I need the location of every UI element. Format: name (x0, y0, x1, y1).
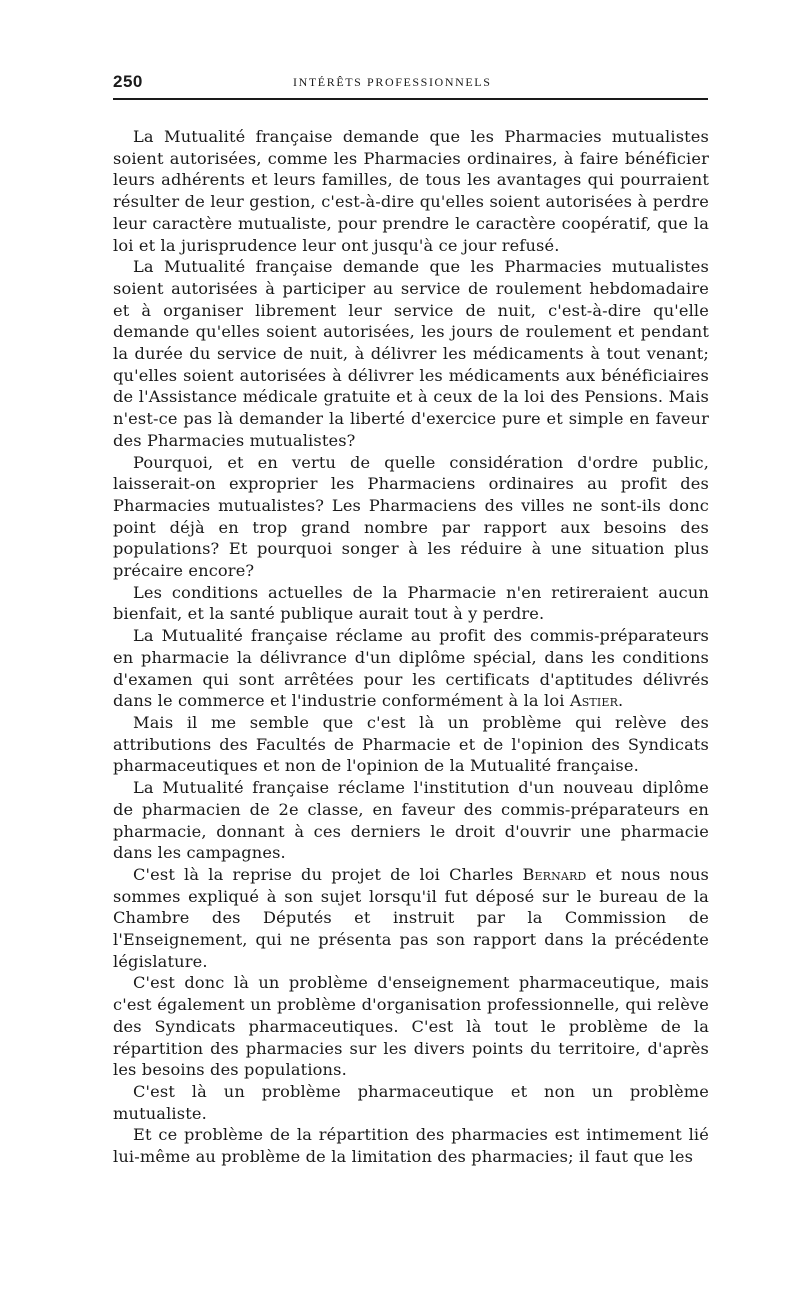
author-name-astier: Astier (569, 691, 619, 711)
running-title: INTÉRÊTS PROFESSIONNELS (293, 75, 492, 89)
paragraph-5 (113, 625, 709, 712)
paragraph-3: Pourquoi, et en vertu de quelle considération d'ordre public, laisserait-on exproprier les Pharmaciens ordinaires au profit des Pharmacies mutualistes? Les Pharmaciens des villes ne sont-ils donc point déjà en trop grand nombre par rapport aux besoins des populations? Et pourquoi songer à les réduire à une situation plus précaire encore? (113, 452, 709, 581)
paragraph-2: La Mutualité française demande que les Pharmacies mutualistes soient autorisées à participer au service de roulement hebdomadaire et à organiser librement leur service de nuit, c'est-à-dire qu'elle demande qu'elles soient autorisées, les jours de roulement et pendant la durée du service de nuit, à délivrer les médicaments à tout venant; qu'elles soient autorisées à délivrer les médicaments aux bénéficiaires de l'Assistance médicale gratuite et à ceux de la loi des Pensions. Mais n'est-ce pas là demander la liberté d'exercice pure et simple en faveur des Pharmacies mutualistes? (113, 257, 709, 450)
paragraph-6: Mais il me semble que c'est là un problème qui relève des attributions des Facultés de Pharmacie et de l'opinion des Syndicats pharmaceutiques et non de l'opinion de la Mutualité française. (113, 712, 709, 776)
body-text (113, 126, 709, 1168)
paragraph-5-end: . (618, 691, 624, 711)
header-rule (113, 98, 708, 100)
paragraph-9: C'est donc là un problème d'enseignement pharmaceutique, mais c'est également un problème d'organisation professionnelle, qui relève des Syndicats pharmaceutiques. C'est là tout le problème de la répartition des pharmacies sur les divers points du territoire, d'après les besoins des populations. (113, 973, 709, 1080)
paragraph-11: Et ce problème de la répartition des pharmacies est intimement lié lui-même au problème de la limitation des pharmacies; il faut que les (113, 1125, 709, 1167)
page-header (113, 72, 708, 96)
page-number: 250 (113, 72, 143, 91)
paragraph-5-text: La Mutualité française réclame au profit des commis-préparateurs en pharmacie la délivrance d'un diplôme spécial, dans les conditions d'examen qui sont arrêtées pour les certificats d'aptitudes délivrés dans le commerce et l'industrie conformément à la loi (113, 626, 709, 711)
paragraph-8 (113, 864, 709, 973)
paragraph-8-end: et nous nous sommes expliqué à son sujet lorsqu'il fut déposé sur le bureau de la Chambre des Députés et instruit par la Commission de l'Enseignement, qui ne présenta pas son rapport dans la précédente législature. (113, 864, 709, 971)
paragraph-1: La Mutualité française demande que les Pharmacies mutualistes soient autorisées, comme les Pharmacies ordinaires, à faire bénéficier leurs adhérents et leurs familles, de tous les avantages qui pourraient résulter de leur gestion, c'est-à-dire qu'elles soient autorisées à perdre leur caractère mutualiste, pour prendre le caractère coopératif, que la loi et la jurisprudence leur ont jusqu'à ce jour refusé. (113, 127, 709, 255)
paragraph-4: Les conditions actuelles de la Pharmacie n'en retireraient aucun bienfait, et la santé publique aurait tout à y perdre. (113, 582, 709, 624)
paragraph-7: La Mutualité française réclame l'institution d'un nouveau diplôme de pharmacien de 2e classe, en faveur des commis-préparateurs en pharmacie, donnant à ces derniers le droit d'ouvrir une pharmacie dans les campagnes. (113, 778, 709, 863)
author-name-bernard: Bernard (522, 864, 587, 884)
paragraph-10: C'est là un problème pharmaceutique et non un problème mutualiste. (113, 1081, 709, 1123)
paragraph-8-text: C'est là la reprise du projet de loi Charles (133, 864, 523, 884)
